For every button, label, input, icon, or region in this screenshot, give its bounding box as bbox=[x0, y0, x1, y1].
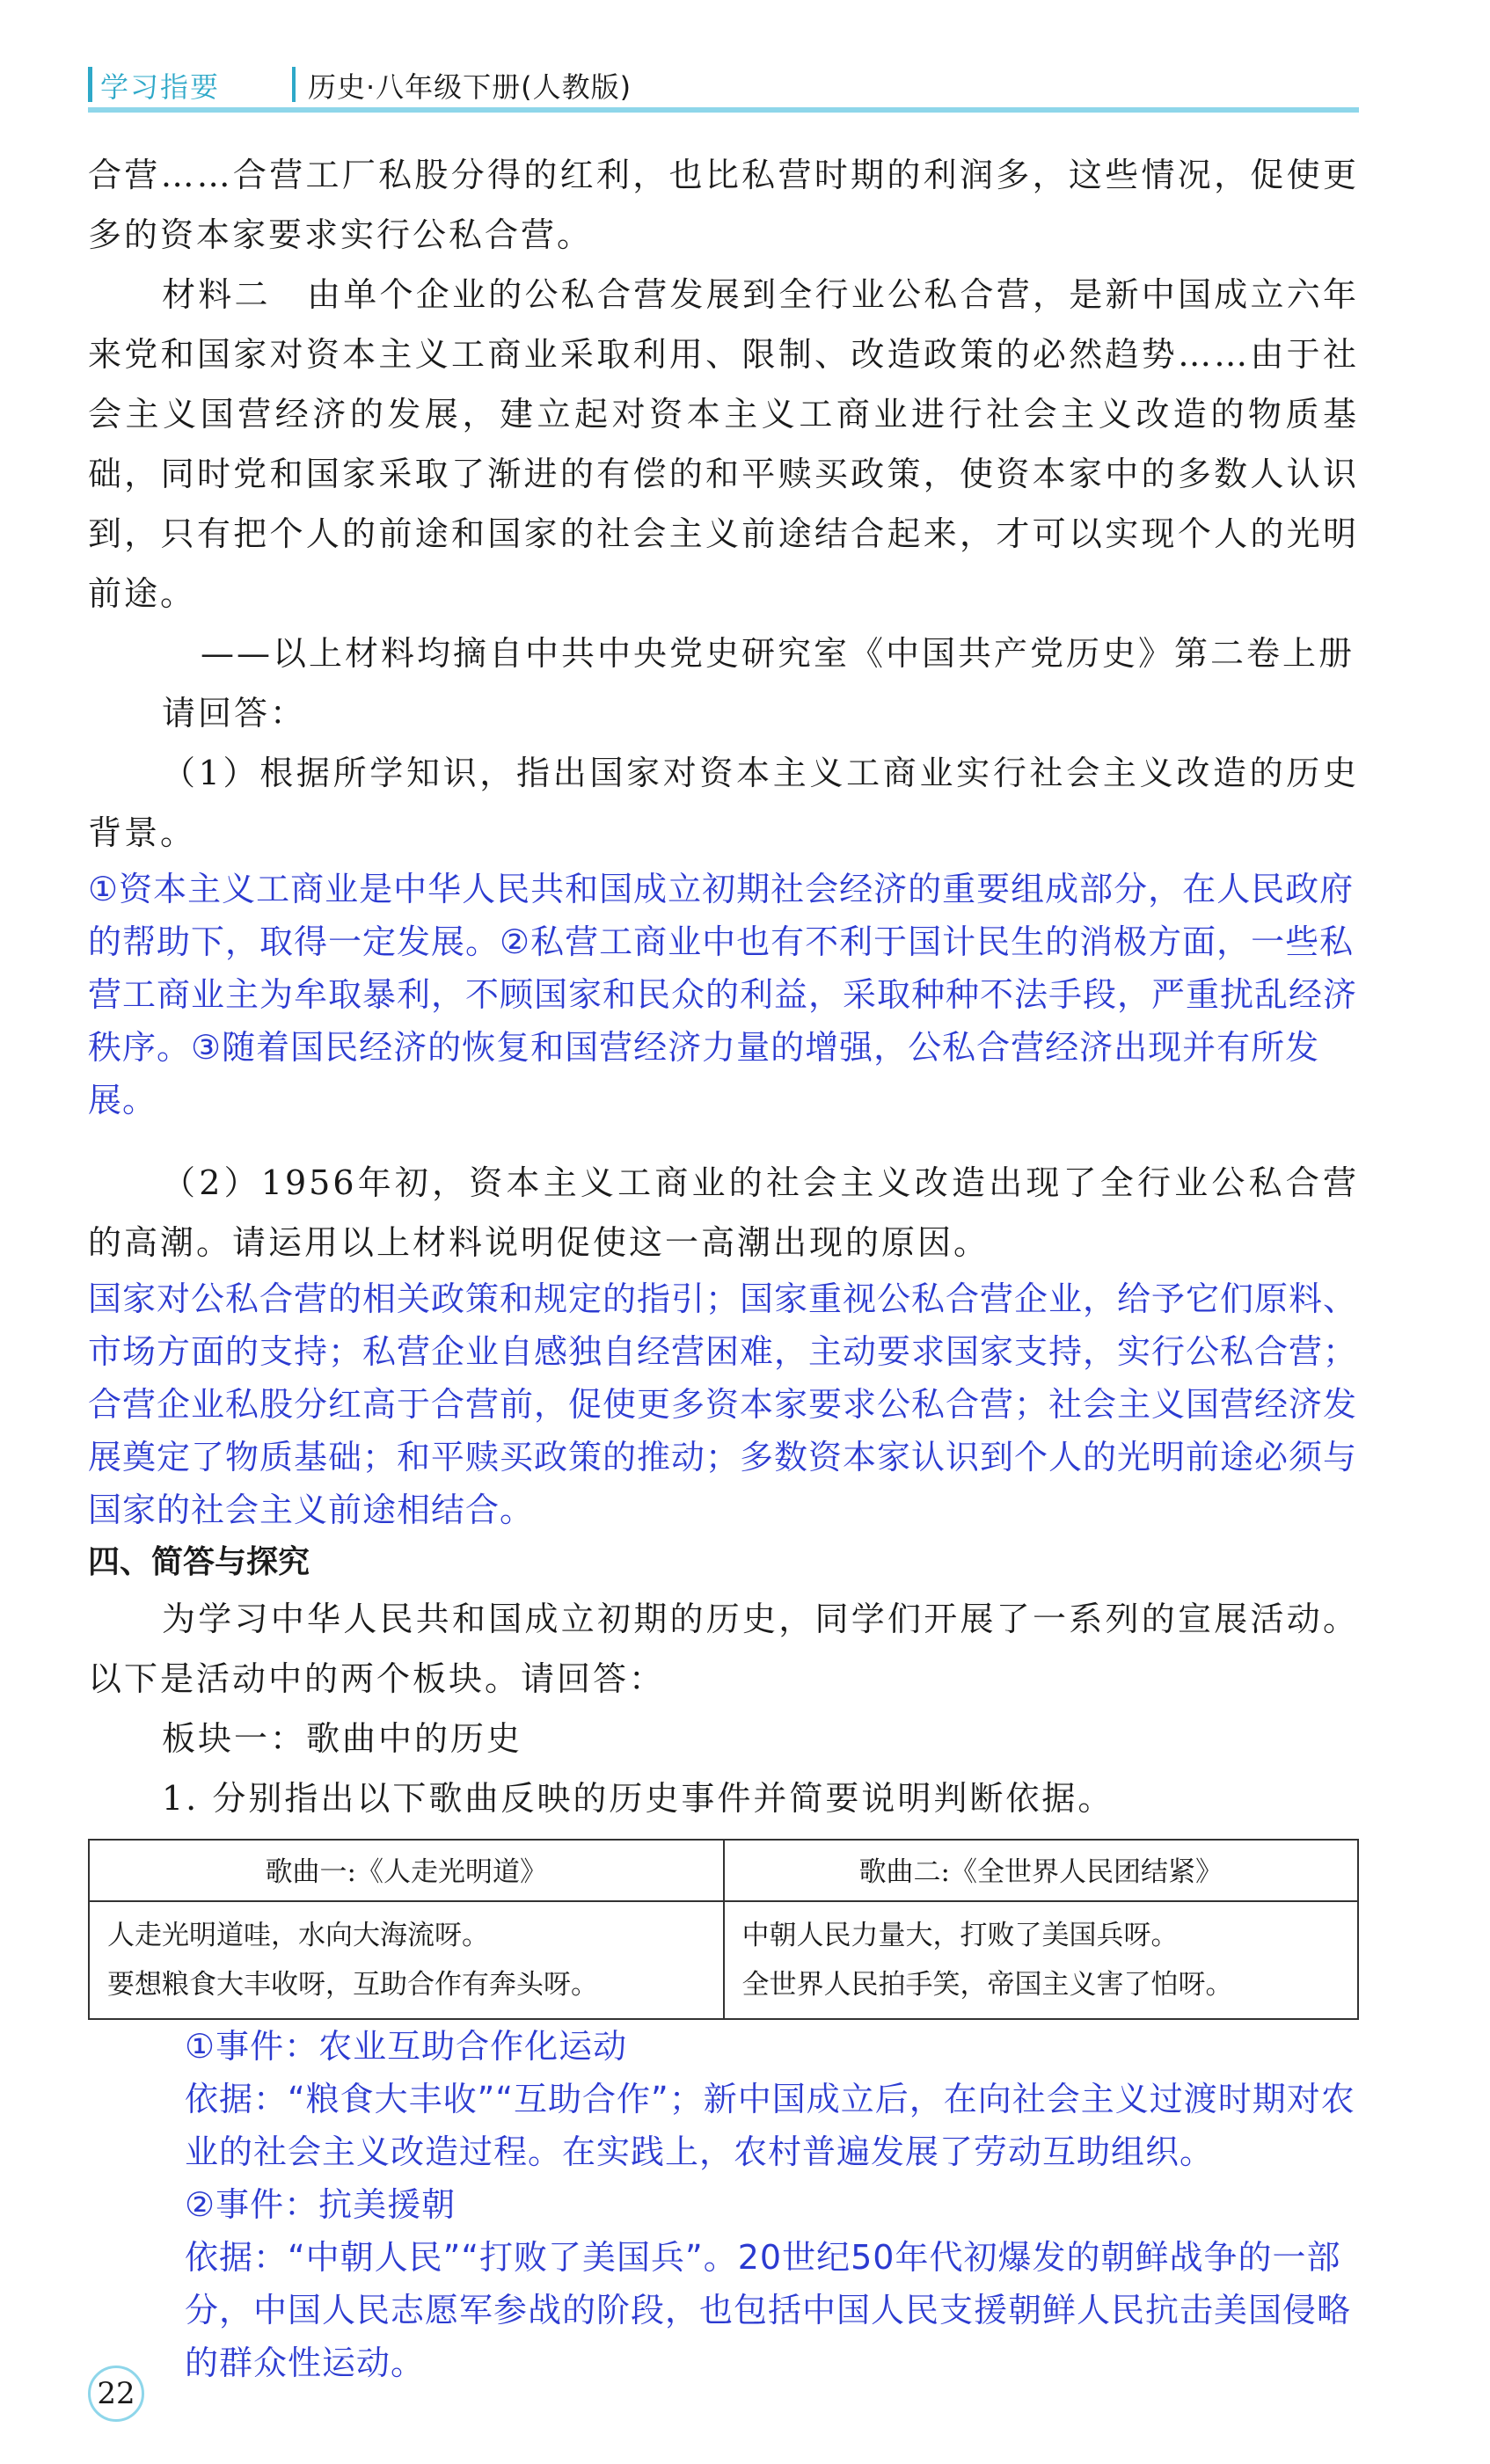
answer-prompt: 请回答： bbox=[162, 694, 307, 733]
page-number: 22 bbox=[88, 2366, 144, 2422]
header-separator bbox=[292, 67, 296, 102]
header-rule bbox=[88, 107, 1359, 113]
songs-table bbox=[88, 1839, 1359, 2020]
question-2: （2）1956年初，资本主义工商业的社会主义改造出现了全行业公私合营的高潮。请运用以上材料说明促使这一高潮出现的原因。 bbox=[88, 1163, 1359, 1262]
header-guide-label: 学习指要 bbox=[100, 70, 221, 104]
task-one: 1. 分别指出以下歌曲反映的历史事件并简要说明判断依据。 bbox=[162, 1779, 1114, 1818]
song-two-lyrics bbox=[724, 1901, 1359, 2019]
song-answer-event-2: ②事件：抗美援朝 bbox=[185, 2185, 456, 2224]
block-one-title: 板块一：歌曲中的历史 bbox=[162, 1719, 523, 1758]
song-two-line-1: 中朝人民力量大，打败了美国兵呀。 bbox=[741, 1920, 1179, 1951]
song-answer-basis-1: 依据：“粮食大丰收”“互助合作”；新中国成立后，在向社会主义过渡时期对农业的社会主义改造过程。在实践上，农村普遍发展了劳动互助组织。 bbox=[185, 2080, 1355, 2171]
material-continuation: 合营……合营工厂私股分得的红利，也比私营时期的利润多，这些情况，促使更多的资本家要求实行公私合营。 bbox=[88, 156, 1359, 254]
header-accent-bar bbox=[88, 67, 92, 102]
material-source: ——以上材料均摘自中共中央党史研究室《中国共产党历史》第二卷上册 bbox=[200, 634, 1355, 673]
song-one-line-1: 人走光明道哇，水向大海流呀。 bbox=[107, 1920, 489, 1951]
song-one-title: 歌曲一:《人走光明道》 bbox=[89, 1840, 724, 1901]
header-book-title: 历史·八年级下册(人教版) bbox=[308, 70, 632, 104]
song-two-line-2: 全世界人民拍手笑，帝国主义害了怕呀。 bbox=[741, 1969, 1233, 2001]
song-answer-basis-2: 依据：“中朝人民”“打败了美国兵”。20世纪50年代初爆发的朝鲜战争的一部分，中国人民志愿军参战的阶段，也包括中国人民支援朝鲜人民抗击美国侵略的群众性运动。 bbox=[185, 2238, 1352, 2382]
song-one-line-2: 要想粮食大丰收呀，互助合作有奔头呀。 bbox=[107, 1969, 598, 2001]
material-two: 材料二 由单个企业的公私合营发展到全行业公私合营，是新中国成立六年来党和国家对资本主义工商业采取利用、限制、改造政策的必然趋势……由于社会主义国营经济的发展，建立起对资本主义工商业进行社会主义改造的物质基础，同时党和国家采取了渐进的有偿的和平赎买政策，使资本家中的多数人认识到，只有把个人的前途和国家的社会主义前途结合起来，才可以实现个人的光明前途。 bbox=[88, 275, 1359, 613]
song-answer-event-1: ①事件：农业互助合作化运动 bbox=[185, 2027, 628, 2066]
answer-1: ①资本主义工商业是中华人民共和国成立初期社会经济的重要组成部分，在人民政府的帮助下，取得一定发展。②私营工商业中也有不利于国计民生的消极方面，一些私营工商业主为牟取暴利，不顾国家和民众的利益，采取种种不法手段，严重扰乱经济秩序。③随着国民经济的恢复和国营经济力量的增强，公私合营经济出现并有所发展。 bbox=[88, 870, 1358, 1119]
answer-2: 国家对公私合营的相关政策和规定的指引；国家重视公私合营企业，给予它们原料、市场方面的支持；私营企业自感独自经营困难，主动要求国家支持，实行公私合营；合营企业私股分红高于合营前，促使更多资本家要求公私合营；社会主义国营经济发展奠定了物质基础；和平赎买政策的推动；多数资本家认识到个人的光明前途必须与国家的社会主义前途相结合。 bbox=[88, 1279, 1358, 1529]
page-header bbox=[88, 62, 1359, 114]
section-four-intro: 为学习中华人民共和国成立初期的历史，同学们开展了一系列的宣展活动。以下是活动中的两个板块。请回答： bbox=[88, 1600, 1359, 1698]
song-one-lyrics bbox=[89, 1901, 724, 2019]
song-two-title: 歌曲二:《全世界人民团结紧》 bbox=[724, 1840, 1359, 1901]
section-four-title: 四、简答与探究 bbox=[88, 1544, 310, 1580]
page-content bbox=[88, 145, 1359, 2389]
question-1: （1）根据所学知识，指出国家对资本主义工商业实行社会主义改造的历史背景。 bbox=[88, 754, 1359, 852]
